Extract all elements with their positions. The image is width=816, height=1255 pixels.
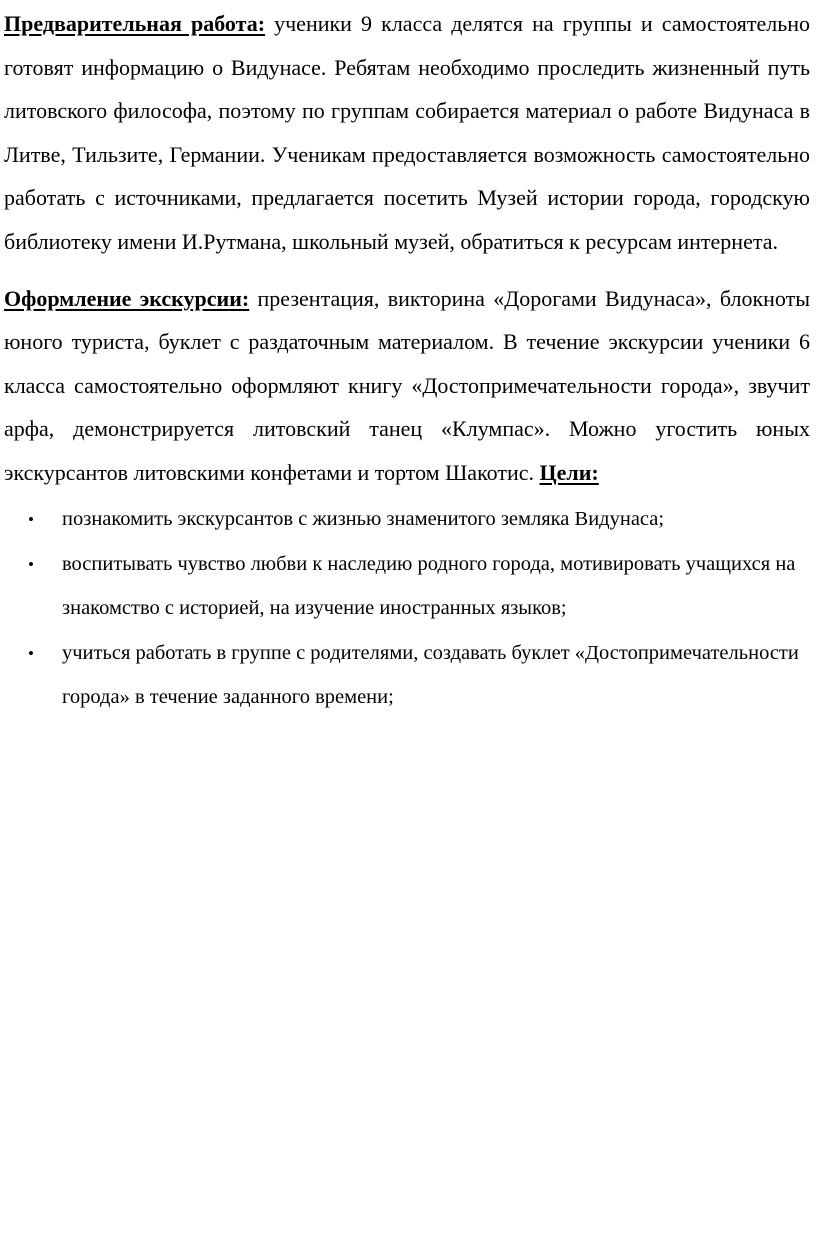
bullet-icon: • [28, 555, 34, 575]
goal-item [4, 498, 810, 542]
goal-item [4, 543, 810, 630]
goal-item [4, 632, 810, 719]
preparation-text: ученики 9 класса делятся на группы и самостоятельно готовят информацию о Видунасе. Ребятам необходимо проследить жизненный путь литовского философа, поэтому по группам собирается материал о работе Видунаса в Литве, Тильзите, Германии. Ученикам предоставляется возможность самостоятельно работать с источниками, предлагается посетить Музей истории города, городскую библиотеку имени И.Рутмана, школьный музей, обратиться к ресурсам интернета. [4, 11, 811, 254]
excursion-design-paragraph [4, 277, 810, 495]
excursion-design-heading: Оформление экскурсии: [4, 285, 250, 311]
preparation-paragraph [4, 2, 810, 264]
bullet-icon: • [28, 509, 34, 529]
bullet-icon: • [28, 644, 34, 664]
goals-list [4, 498, 810, 720]
goal-text: познакомить экскурсантов с жизнью знаменитого земляка Видунаса; [62, 507, 665, 530]
goal-text: учиться работать в группе с родителями, создавать буклет «Достопримечательности города» в течение заданного времени; [62, 642, 799, 708]
excursion-design-text: презентация, викторина «Дорогами Видунаса», блокноты юного туриста, буклет с раздаточным материалом. В течение экскурсии ученики 6 класса самостоятельно оформляют книгу «Достопримечательности города», звучит арфа, демонстрируется литовский танец «Клумпас». Можно угостить юных экскурсантов литовскими конфетами и тортом Шакотис. [4, 285, 811, 485]
goals-heading: Цели: [539, 459, 599, 485]
goal-text: воспитывать чувство любви к наследию родного города, мотивировать учащихся на знакомство с историей, на изучение иностранных языков; [62, 553, 796, 619]
preparation-heading: Предварительная работа: [4, 11, 266, 36]
